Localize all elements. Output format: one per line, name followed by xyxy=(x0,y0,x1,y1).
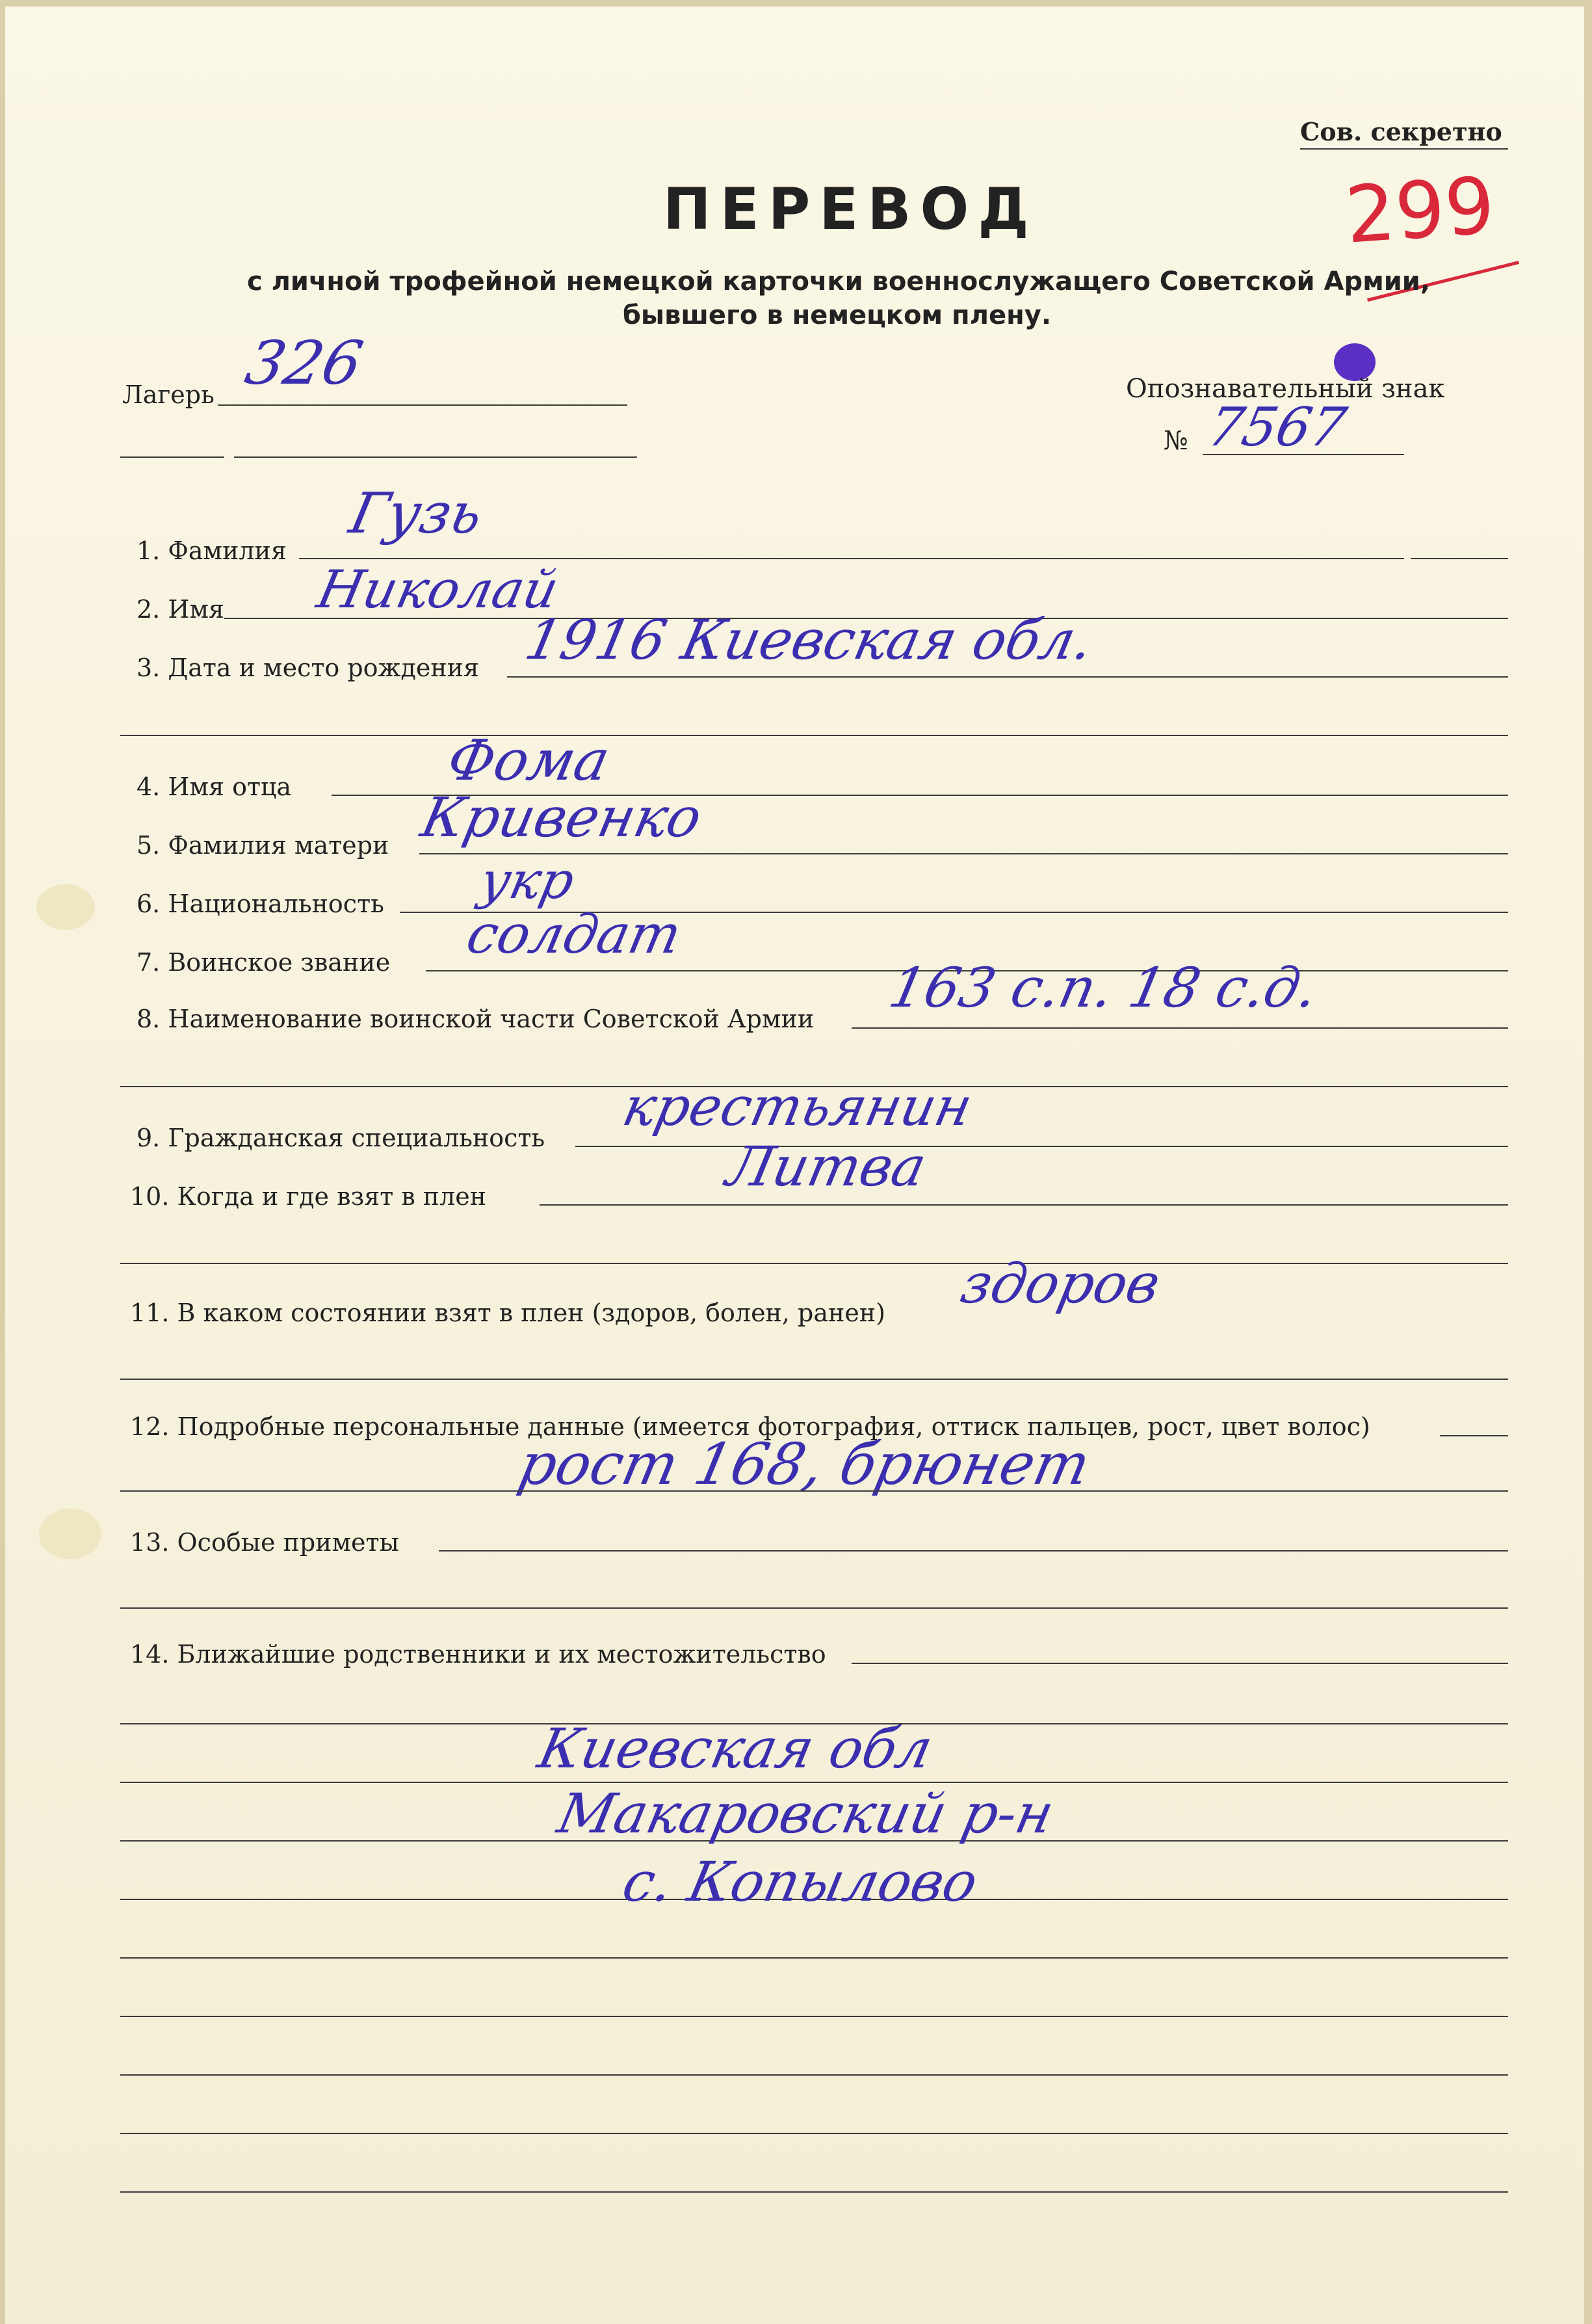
tag-line xyxy=(1203,454,1404,455)
field-1-line-end xyxy=(1411,558,1508,559)
field-8-line xyxy=(852,1027,1508,1029)
punch-hole-top xyxy=(36,884,95,930)
field-11-value: здоров xyxy=(955,1252,1166,1315)
field-7-label: 7. Воинское звание xyxy=(137,948,391,977)
camp-line-2a xyxy=(120,456,224,458)
field-14-line-7 xyxy=(120,2016,1508,2017)
field-9-value: крестьянин xyxy=(617,1076,978,1138)
camp-label: Лагерь xyxy=(122,380,215,409)
field-6-value: укр xyxy=(475,852,580,910)
camp-value: 326 xyxy=(239,328,369,398)
field-1-value: Гузь xyxy=(344,481,489,546)
top-edge xyxy=(0,0,1592,7)
field-14-line-6 xyxy=(120,1957,1508,1959)
punch-hole-bottom xyxy=(39,1509,101,1559)
field-7-value: солдат xyxy=(461,904,687,966)
field-9-line xyxy=(575,1146,1508,1147)
tag-label: Опознавательный знак xyxy=(1126,374,1445,404)
left-edge xyxy=(0,0,5,2324)
field-13-label: 13. Особые приметы xyxy=(130,1528,399,1557)
field-8-label: 8. Наименование воинской части Советской Армии xyxy=(137,1005,815,1033)
field-12-line-2 xyxy=(120,1490,1508,1492)
field-5-line xyxy=(419,853,1508,854)
document-title: ПЕРЕВОД xyxy=(663,176,1038,243)
tag-value: 7567 xyxy=(1202,397,1351,458)
field-13-line-2 xyxy=(120,1607,1508,1609)
field-12-value: рост 168, брюнет xyxy=(513,1431,1096,1498)
field-14-label: 14. Ближайшие родственники и их местожительство xyxy=(130,1640,826,1669)
field-2-label: 2. Имя xyxy=(137,595,225,624)
field-3-label: 3. Дата и место рождения xyxy=(137,654,480,682)
classification-stamp: Сов. секретно xyxy=(1300,117,1502,146)
field-13-line xyxy=(439,1550,1508,1552)
right-edge xyxy=(1584,0,1592,2324)
field-9-label: 9. Гражданская специальность xyxy=(137,1124,545,1152)
field-3-line xyxy=(507,676,1508,678)
field-3-line-2 xyxy=(120,735,1508,736)
field-10-line xyxy=(540,1204,1508,1206)
field-10-value: Литва xyxy=(721,1135,932,1198)
field-10-line-2 xyxy=(120,1263,1508,1264)
field-14-line-8 xyxy=(120,2074,1508,2076)
field-4-label: 4. Имя отца xyxy=(137,772,292,801)
field-14-line xyxy=(852,1663,1508,1664)
field-11-line-2 xyxy=(120,1379,1508,1380)
field-4-value: Фома xyxy=(441,728,616,793)
field-14-address-1: Киевская обл xyxy=(532,1717,939,1780)
classification-underline xyxy=(1300,148,1508,150)
field-5-value: Кривенко xyxy=(415,786,707,849)
field-14-address-2: Макаровский р-н xyxy=(552,1782,1060,1845)
field-14-line-9 xyxy=(120,2133,1508,2134)
field-3-value: 1916 Киевская обл. xyxy=(519,608,1099,672)
camp-line-2b xyxy=(234,456,637,458)
field-14-line-10 xyxy=(120,2191,1508,2193)
field-12-label: 12. Подробные персональные данные (имеется фотография, оттиск пальцев, рост, цвет волос) xyxy=(130,1412,1370,1441)
field-10-label: 10. Когда и где взят в плен xyxy=(130,1182,487,1211)
field-6-label: 6. Национальность xyxy=(137,890,384,918)
field-5-label: 5. Фамилия матери xyxy=(137,831,389,860)
field-1-label: 1. Фамилия xyxy=(137,536,287,565)
field-12-line xyxy=(1440,1435,1508,1436)
document-subtitle-1: с личной трофейной немецкой карточки военнослужащего Советской Армии, xyxy=(247,267,1431,297)
field-11-label: 11. В каком состоянии взят в плен (здоров, болен, ранен) xyxy=(130,1299,885,1327)
field-2-value: Николай xyxy=(312,559,564,620)
document-subtitle-2: бывшего в немецком плену. xyxy=(623,300,1052,330)
red-pencil-number: 299 xyxy=(1342,161,1498,261)
field-8-value: 163 с.п. 18 с.д. xyxy=(883,956,1324,1020)
camp-line xyxy=(218,404,627,406)
field-14-address-3: с. Копылово xyxy=(617,1850,984,1914)
tag-number-sign: № xyxy=(1164,426,1188,456)
